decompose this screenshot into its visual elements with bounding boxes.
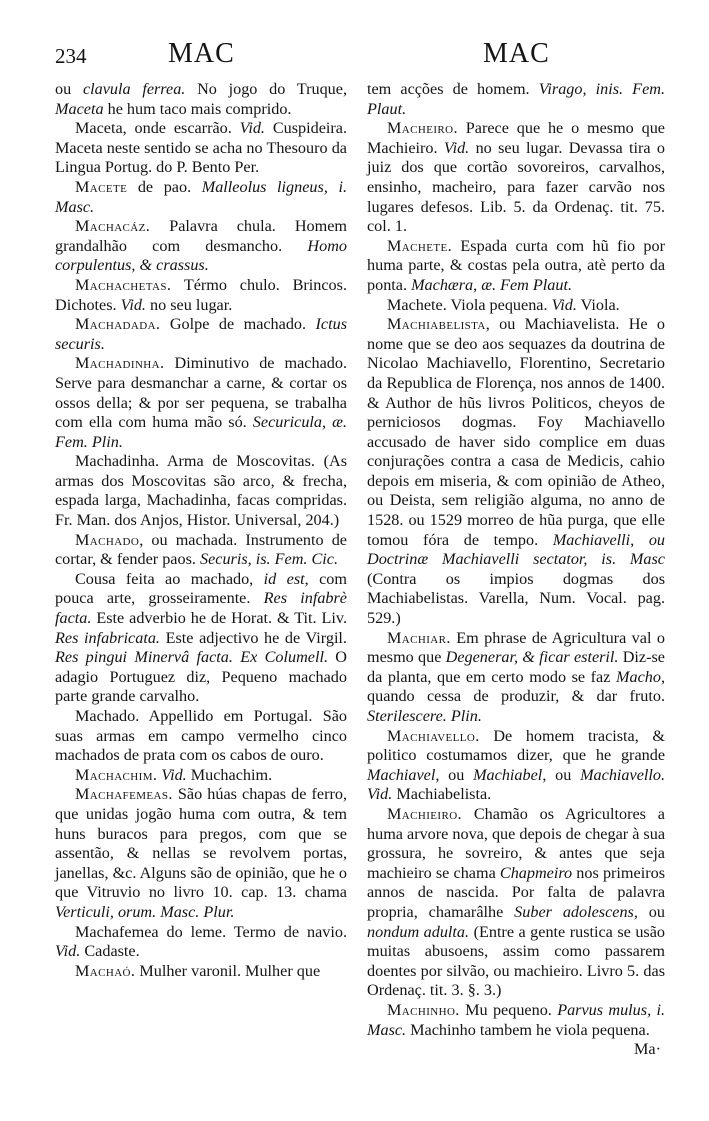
entry-text: Parece que he o mesmo que Machieiro. bbox=[367, 119, 665, 157]
latin-gloss: Vid. bbox=[443, 138, 470, 157]
headword: Machete. bbox=[387, 236, 453, 255]
entry-text: Machadinha. Arma de Moscovitas. (As armas dos Moscovitas são arco, & frecha, espada larga, Machadinha, facas compridas. Fr. Man. dos Anjos, Histor. Universal, 204.) bbox=[55, 452, 347, 530]
entry-text: Cousa feita ao machado, bbox=[75, 569, 264, 588]
entry-text: no seu lugar. Devassa tira o juiz dos que cortão sovoreiros, carvalhos, ensinho, macheiro, para fazer carvão nos lugares defesos. Lib. 5. da Ordenaç. tit. 75. col. 1. bbox=[367, 138, 665, 236]
entry-text: Mulher varonil. Mulher que bbox=[135, 961, 321, 980]
entry-text: Diz-se da planta, que em certo modo se faz bbox=[367, 648, 665, 686]
entry-text: São húas chapas de ferro, que unidas jogão huma com outra, & tem huns buracos para pregos, com que se assentão, & nellas se revolvem portas, janellas, &c. Alguns são de opinião, que he o que Vitruvio no livro 10. cap. 13. chama bbox=[55, 785, 347, 902]
latin-gloss: Virago, inis. Fem. Plaut. bbox=[367, 80, 665, 118]
latin-gloss: Res infabrè facta. bbox=[55, 589, 347, 628]
headword: Machachetas. bbox=[75, 275, 172, 294]
entry-text: ou bbox=[55, 80, 83, 98]
headword: Machieiro. bbox=[387, 804, 462, 823]
headword: Machadada. bbox=[75, 315, 161, 334]
dictionary-entry bbox=[55, 354, 347, 452]
dictionary-entry bbox=[55, 785, 347, 922]
dictionary-entry bbox=[55, 707, 347, 766]
entry-text: Viola. bbox=[576, 295, 620, 314]
entry-text: Este adjectivo he de Virgil. bbox=[159, 628, 347, 647]
entry-text: Cuspideira. Maceta neste sentido se acha no Thesouro da Lingua Portug. do P. Bento Per. bbox=[55, 119, 347, 177]
entry-text: Maceta, onde escarrão. bbox=[75, 119, 240, 138]
dictionary-entry bbox=[55, 570, 347, 707]
page-number: 234 bbox=[55, 44, 87, 68]
entry-text: tem acções de homem. bbox=[367, 80, 539, 98]
dictionary-entry bbox=[367, 1001, 665, 1040]
latin-gloss: clavula ferrea. bbox=[82, 80, 186, 98]
entry-text: O adagio Portuguez diz, Pequeno machado parte grande carvalho. bbox=[55, 648, 347, 706]
headword: Machadinha. bbox=[75, 354, 165, 373]
latin-gloss: Parvus mulus, i. Masc. bbox=[367, 1000, 666, 1039]
latin-gloss: Machiavelli, ou Doctrinæ Machiavelli sectator, is. Masc bbox=[367, 530, 666, 569]
latin-gloss: Securis, is. Fem. Cic. bbox=[199, 550, 339, 569]
entry-text: Golpe de machado. bbox=[160, 315, 316, 334]
dictionary-entry bbox=[367, 296, 665, 316]
entry-text: nos primeiros annos de nascida. Por falta de palavra propria, chamarâlhe bbox=[367, 863, 665, 921]
headword: Machacáz. bbox=[75, 217, 151, 236]
headword: Macete bbox=[75, 177, 128, 196]
latin-gloss: Macho bbox=[616, 667, 661, 686]
headword: Machado bbox=[75, 530, 140, 549]
headword: Machiavello. bbox=[387, 726, 480, 745]
latin-gloss: Vid. bbox=[239, 119, 265, 138]
latin-gloss: Ictus securis. bbox=[55, 315, 347, 353]
entry-text: (Entre a gente rustica se usão muitas abusoens, assim como passarem doentes por silvão, ou machieiro. Livro 5. das Ordenaç. tit. 3. §. 3.) bbox=[367, 922, 665, 1000]
latin-gloss: Chapmeiro bbox=[499, 863, 573, 882]
latin-gloss: Res infabricata. bbox=[55, 628, 160, 647]
latin-gloss: Homo corpulentus, & crassus. bbox=[55, 236, 347, 275]
latin-gloss: Maceta bbox=[55, 99, 104, 118]
dictionary-entry bbox=[55, 452, 347, 530]
dictionary-entry bbox=[367, 727, 665, 805]
running-head-left: MAC bbox=[168, 38, 235, 69]
latin-gloss: Degenerar, & ficar esteril. bbox=[445, 648, 619, 667]
entry-text: , ou bbox=[633, 902, 665, 921]
catchword: Ma· bbox=[634, 1040, 661, 1059]
headword: Machachim. bbox=[75, 765, 158, 784]
headword: Machiabelista bbox=[387, 315, 486, 334]
entry-text: Térmo chulo. Brincos. Dichotes. bbox=[55, 275, 347, 314]
entry-text: Em phrase de Agricultura val o mesmo que bbox=[367, 628, 665, 667]
latin-gloss: Machiavel bbox=[367, 765, 436, 784]
dictionary-entry bbox=[367, 237, 665, 296]
entry-text: , ou machada. Instrumento de cortar, & fender paos. bbox=[55, 530, 347, 569]
entry-text: de pao. bbox=[127, 177, 202, 196]
latin-gloss: Machæra, æ. Fem Plaut. bbox=[411, 275, 573, 294]
dictionary-entry bbox=[55, 217, 347, 276]
latin-gloss: Vid. bbox=[161, 765, 187, 784]
entry-text: no seu lugar. bbox=[145, 295, 233, 314]
latin-gloss: id est bbox=[263, 569, 305, 588]
entry-text: Cadaste. bbox=[80, 942, 140, 961]
dictionary-entry bbox=[55, 80, 347, 119]
entry-text: , ou bbox=[542, 765, 581, 784]
entry-text: Espada curta com hũ fio por huma parte, & costas pela outra, atè perto da ponta. bbox=[367, 236, 665, 294]
dictionary-entry bbox=[55, 119, 347, 178]
entry-text: Machinho tambem he viola pequena. bbox=[406, 1020, 650, 1039]
entry-text: Mu pequeno. bbox=[459, 1000, 558, 1019]
entry-text: Muchachim. bbox=[186, 765, 273, 784]
latin-gloss: Malleolus ligneus, i. Masc. bbox=[55, 177, 347, 216]
entry-text: Diminutivo de machado. Serve para desmanchar a carne, & cortar os ossos della; & por ser pequena, se trabalha com ella com huma mão só. bbox=[55, 354, 347, 432]
dictionary-entry bbox=[367, 80, 665, 119]
entry-text: he hum taco mais comprido. bbox=[103, 99, 292, 118]
latin-gloss: Vid. bbox=[55, 942, 81, 961]
latin-gloss: Vid. bbox=[551, 295, 577, 314]
entry-text: , ou Machiavelista. He o nome que se deo aos sequazes da doutrina de Nicolao Machiavello, Florentino, Secretario da Republica de Florença, nos annos de 1400. & Author de hũs livros Politicos, cheyos de perniciosos dogmas. Foy Machiavello accusado de haver sido complice em duas conjurações contra a casa de Medicis, cahio depois em miseria, & com opinião de Atheo, ou Deista, sem religião alguma, no anno de 1528. ou 1529 morreo de hũa purga, que elle tomou fóra de tempo. bbox=[367, 315, 665, 549]
latin-gloss: Securicula, æ. Fem. Plin. bbox=[55, 413, 347, 451]
left-column bbox=[55, 80, 347, 981]
latin-gloss: Vid. bbox=[120, 295, 146, 314]
dictionary-entry bbox=[55, 531, 347, 570]
headword: Machiar. bbox=[387, 628, 451, 647]
latin-gloss: Verticuli, orum. Masc. Plur. bbox=[55, 902, 235, 921]
dictionary-entry bbox=[55, 923, 347, 962]
entry-text: , ou bbox=[435, 765, 474, 784]
entry-text: No jogo do Truque, bbox=[185, 80, 348, 98]
dictionary-entry bbox=[55, 276, 347, 315]
entry-text: Este adverbio he de Horat. & Tit. Liv. bbox=[91, 609, 347, 628]
dictionary-entry bbox=[367, 119, 665, 237]
dictionary-entry bbox=[55, 178, 347, 217]
running-head-right: MAC bbox=[483, 38, 550, 69]
dictionary-entry bbox=[55, 962, 347, 982]
entry-text: Machete. Viola pequena. bbox=[387, 295, 552, 314]
entry-text: (Contra os impios dogmas dos Machiabelistas. Varella, Num. Vocal. pag. 529.) bbox=[367, 569, 665, 628]
dictionary-entry bbox=[55, 766, 347, 786]
entry-text: Chamão os Agricultores a huma arvore nova, que depois de chegar à sua grossura, he sovreiro, & antes que seja machieiro se chama bbox=[367, 804, 665, 882]
entry-text: Palavra chula. Homem grandalhão com desmancho. bbox=[55, 217, 347, 255]
headword: Machafemeas. bbox=[75, 785, 173, 804]
latin-gloss: Machiavello. Vid. bbox=[367, 765, 666, 804]
entry-text: , com pouca arte, grosseiramente. bbox=[55, 569, 347, 608]
headword: Machaó. bbox=[75, 961, 136, 980]
latin-gloss: nondum adulta. bbox=[367, 922, 470, 941]
dictionary-entry bbox=[367, 315, 665, 629]
entry-text: Machiabelista. bbox=[392, 785, 492, 804]
entry-text: De homem tracista, & politico costumamos dizer, que he grande bbox=[367, 726, 665, 765]
headword: Machinho. bbox=[387, 1000, 460, 1019]
dictionary-entry bbox=[55, 315, 347, 354]
headword: Macheiro. bbox=[387, 119, 458, 138]
entry-text: Machado. Appellido em Portugal. São suas armas em campo vermelho cinco machados de prata com os cabos de ouro. bbox=[55, 707, 347, 765]
entry-text: Machafemea do leme. Termo de navio. bbox=[75, 922, 347, 941]
right-column bbox=[367, 80, 665, 1060]
dictionary-entry bbox=[367, 805, 665, 1001]
entry-text: , quando cessa de produzir, & dar fruto. bbox=[367, 667, 665, 706]
latin-gloss: Suber adolescens bbox=[514, 902, 634, 921]
latin-gloss: Sterilescere. Plin. bbox=[367, 707, 482, 725]
dictionary-entry bbox=[367, 629, 665, 727]
latin-gloss: Res pingui Minervâ facta. Ex Columell. bbox=[55, 648, 328, 667]
latin-gloss: Machiabel bbox=[473, 765, 543, 784]
